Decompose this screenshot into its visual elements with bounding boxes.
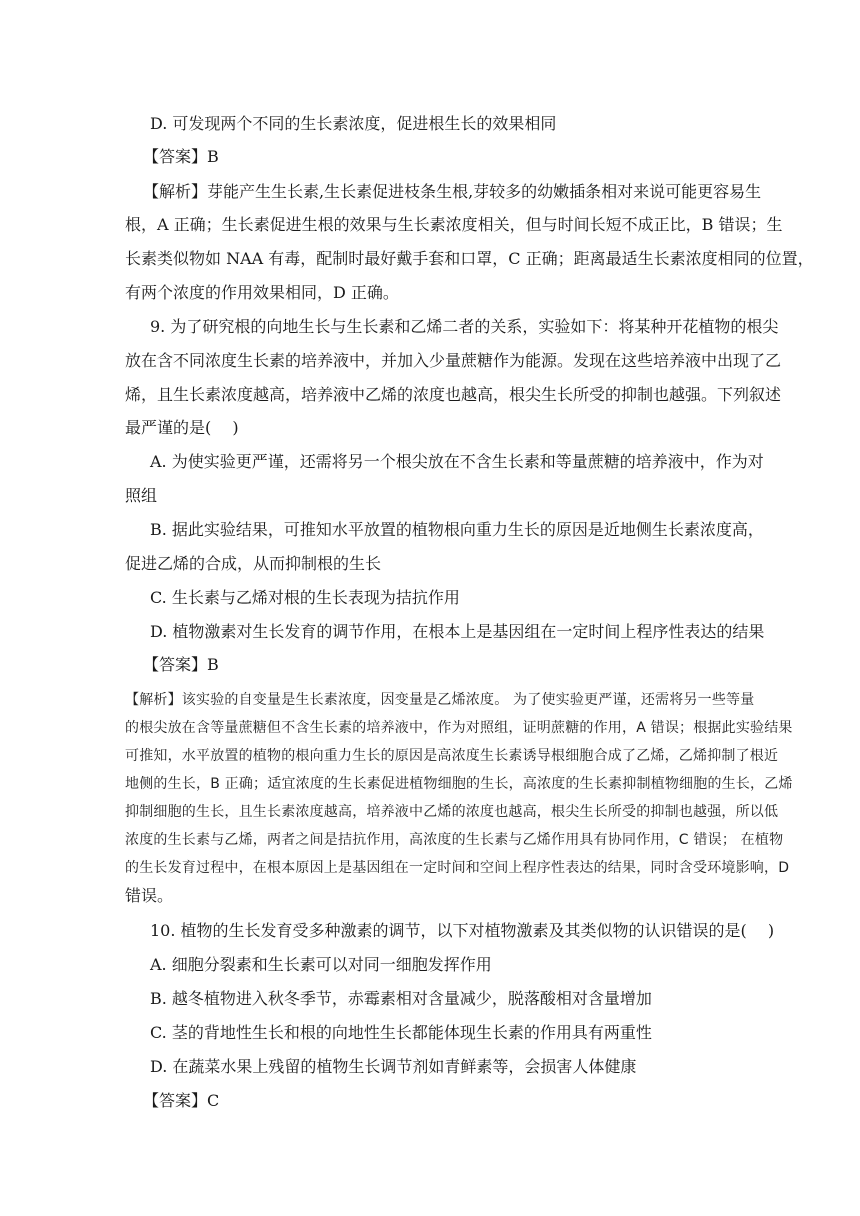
text-line: 的根尖放在含等量蔗糖但不含生长素的培养液中，作为对照组，证明蔗糖的作用，A 错误；根据此实验结果	[125, 720, 793, 736]
text-line: 放在含不同浓度生长素的培养液中，并加入少量蔗糖作为能源。发现在这些培养液中出现了乙	[125, 351, 782, 370]
text-line: D. 植物激素对生长发育的调节作用，在根本上是基因组在一定时间上程序性表达的结果	[150, 622, 765, 641]
text-line: 错误。	[125, 886, 174, 905]
text-line: 【答案】C	[143, 1091, 220, 1110]
text-line: 9. 为了研究根的向地生长与生长素和乙烯二者的关系，实验如下：将某种开花植物的根尖	[150, 317, 779, 336]
text-line: D. 在蔬菜水果上残留的植物生长调节剂如青鲜素等，会损害人体健康	[150, 1057, 637, 1076]
text-line: 地侧的生长，B 正确；适宜浓度的生长素促进植物细胞的生长，高浓度的生长素抑制植物细胞的生长，乙烯	[125, 776, 793, 792]
text-line: 抑制细胞的生长，且生长素浓度越高，培养液中乙烯的浓度也越高，根尖生长所受的抑制也越强，所以低	[125, 804, 779, 820]
text-line: 照组	[125, 486, 158, 505]
text-line: 促进乙烯的合成，从而抑制根的生长	[125, 554, 382, 573]
text-line: 的生长发育过程中，在根本原因上是基因组在一定时间和空间上程序性表达的结果，同时含受环境影响，D	[125, 860, 790, 876]
text-line: 有两个浓度的作用效果相同，D 正确。	[125, 283, 399, 302]
text-line: C. 生长素与乙烯对根的生长表现为拮抗作用	[150, 588, 460, 607]
text-line: A. 为使实验更严谨，还需将另一个根尖放在不含生长素和等量蔗糖的培养液中，作为对	[150, 452, 764, 471]
text-line: 浓度的生长素与乙烯，两者之间是拮抗作用，高浓度的生长素与乙烯作用具有协同作用，C 错误； 在植物	[125, 832, 784, 848]
text-line: 烯，且生长素浓度越高，培养液中乙烯的浓度也越高，根尖生长所受的抑制也越强。下列叙述	[125, 385, 782, 404]
text-line: C. 茎的背地性生长和根的向地性生长都能体现生长素的作用具有两重性	[150, 1023, 652, 1042]
text-line: B. 据此实验结果，可推知水平放置的植物根向重力生长的原因是近地侧生长素浓度高，	[150, 520, 764, 539]
text-line: 可推知，水平放置的植物的根向重力生长的原因是高浓度生长素诱导根细胞合成了乙烯，乙烯抑制了根近	[125, 748, 779, 764]
text-line: D. 可发现两个不同的生长素浓度，促进根生长的效果相同	[150, 114, 557, 133]
text-line: 【答案】B	[143, 147, 219, 166]
text-line: 【解析】芽能产生生长素,生长素促进枝条生根,芽较多的幼嫩插条相对来说可能更容易生	[143, 182, 762, 201]
text-line: 长素类似物如 NAA 有毒，配制时最好戴手套和口罩，C 正确；距离最适生长素浓度相同的位置，	[125, 249, 814, 268]
text-line: 10. 植物的生长发育受多种激素的调节，以下对植物激素及其类似物的认识错误的是( )	[150, 921, 775, 940]
text-line: 【解析】该实验的自变量是生长素浓度，因变量是乙烯浓度。 为了使实验更严谨，还需将另一些等量	[125, 692, 755, 708]
text-line: B. 越冬植物进入秋冬季节，赤霉素相对含量减少，脱落酸相对含量增加	[150, 989, 652, 1008]
text-line: 最严谨的是( )	[125, 418, 239, 437]
text-line: 【答案】B	[143, 655, 219, 674]
text-line: A. 细胞分裂素和生长素可以对同一细胞发挥作用	[150, 955, 492, 974]
text-line: 根，A 正确；生长素促进生根的效果与生长素浓度相关，但与时间长短不成正比，B 错误；生	[125, 215, 783, 234]
